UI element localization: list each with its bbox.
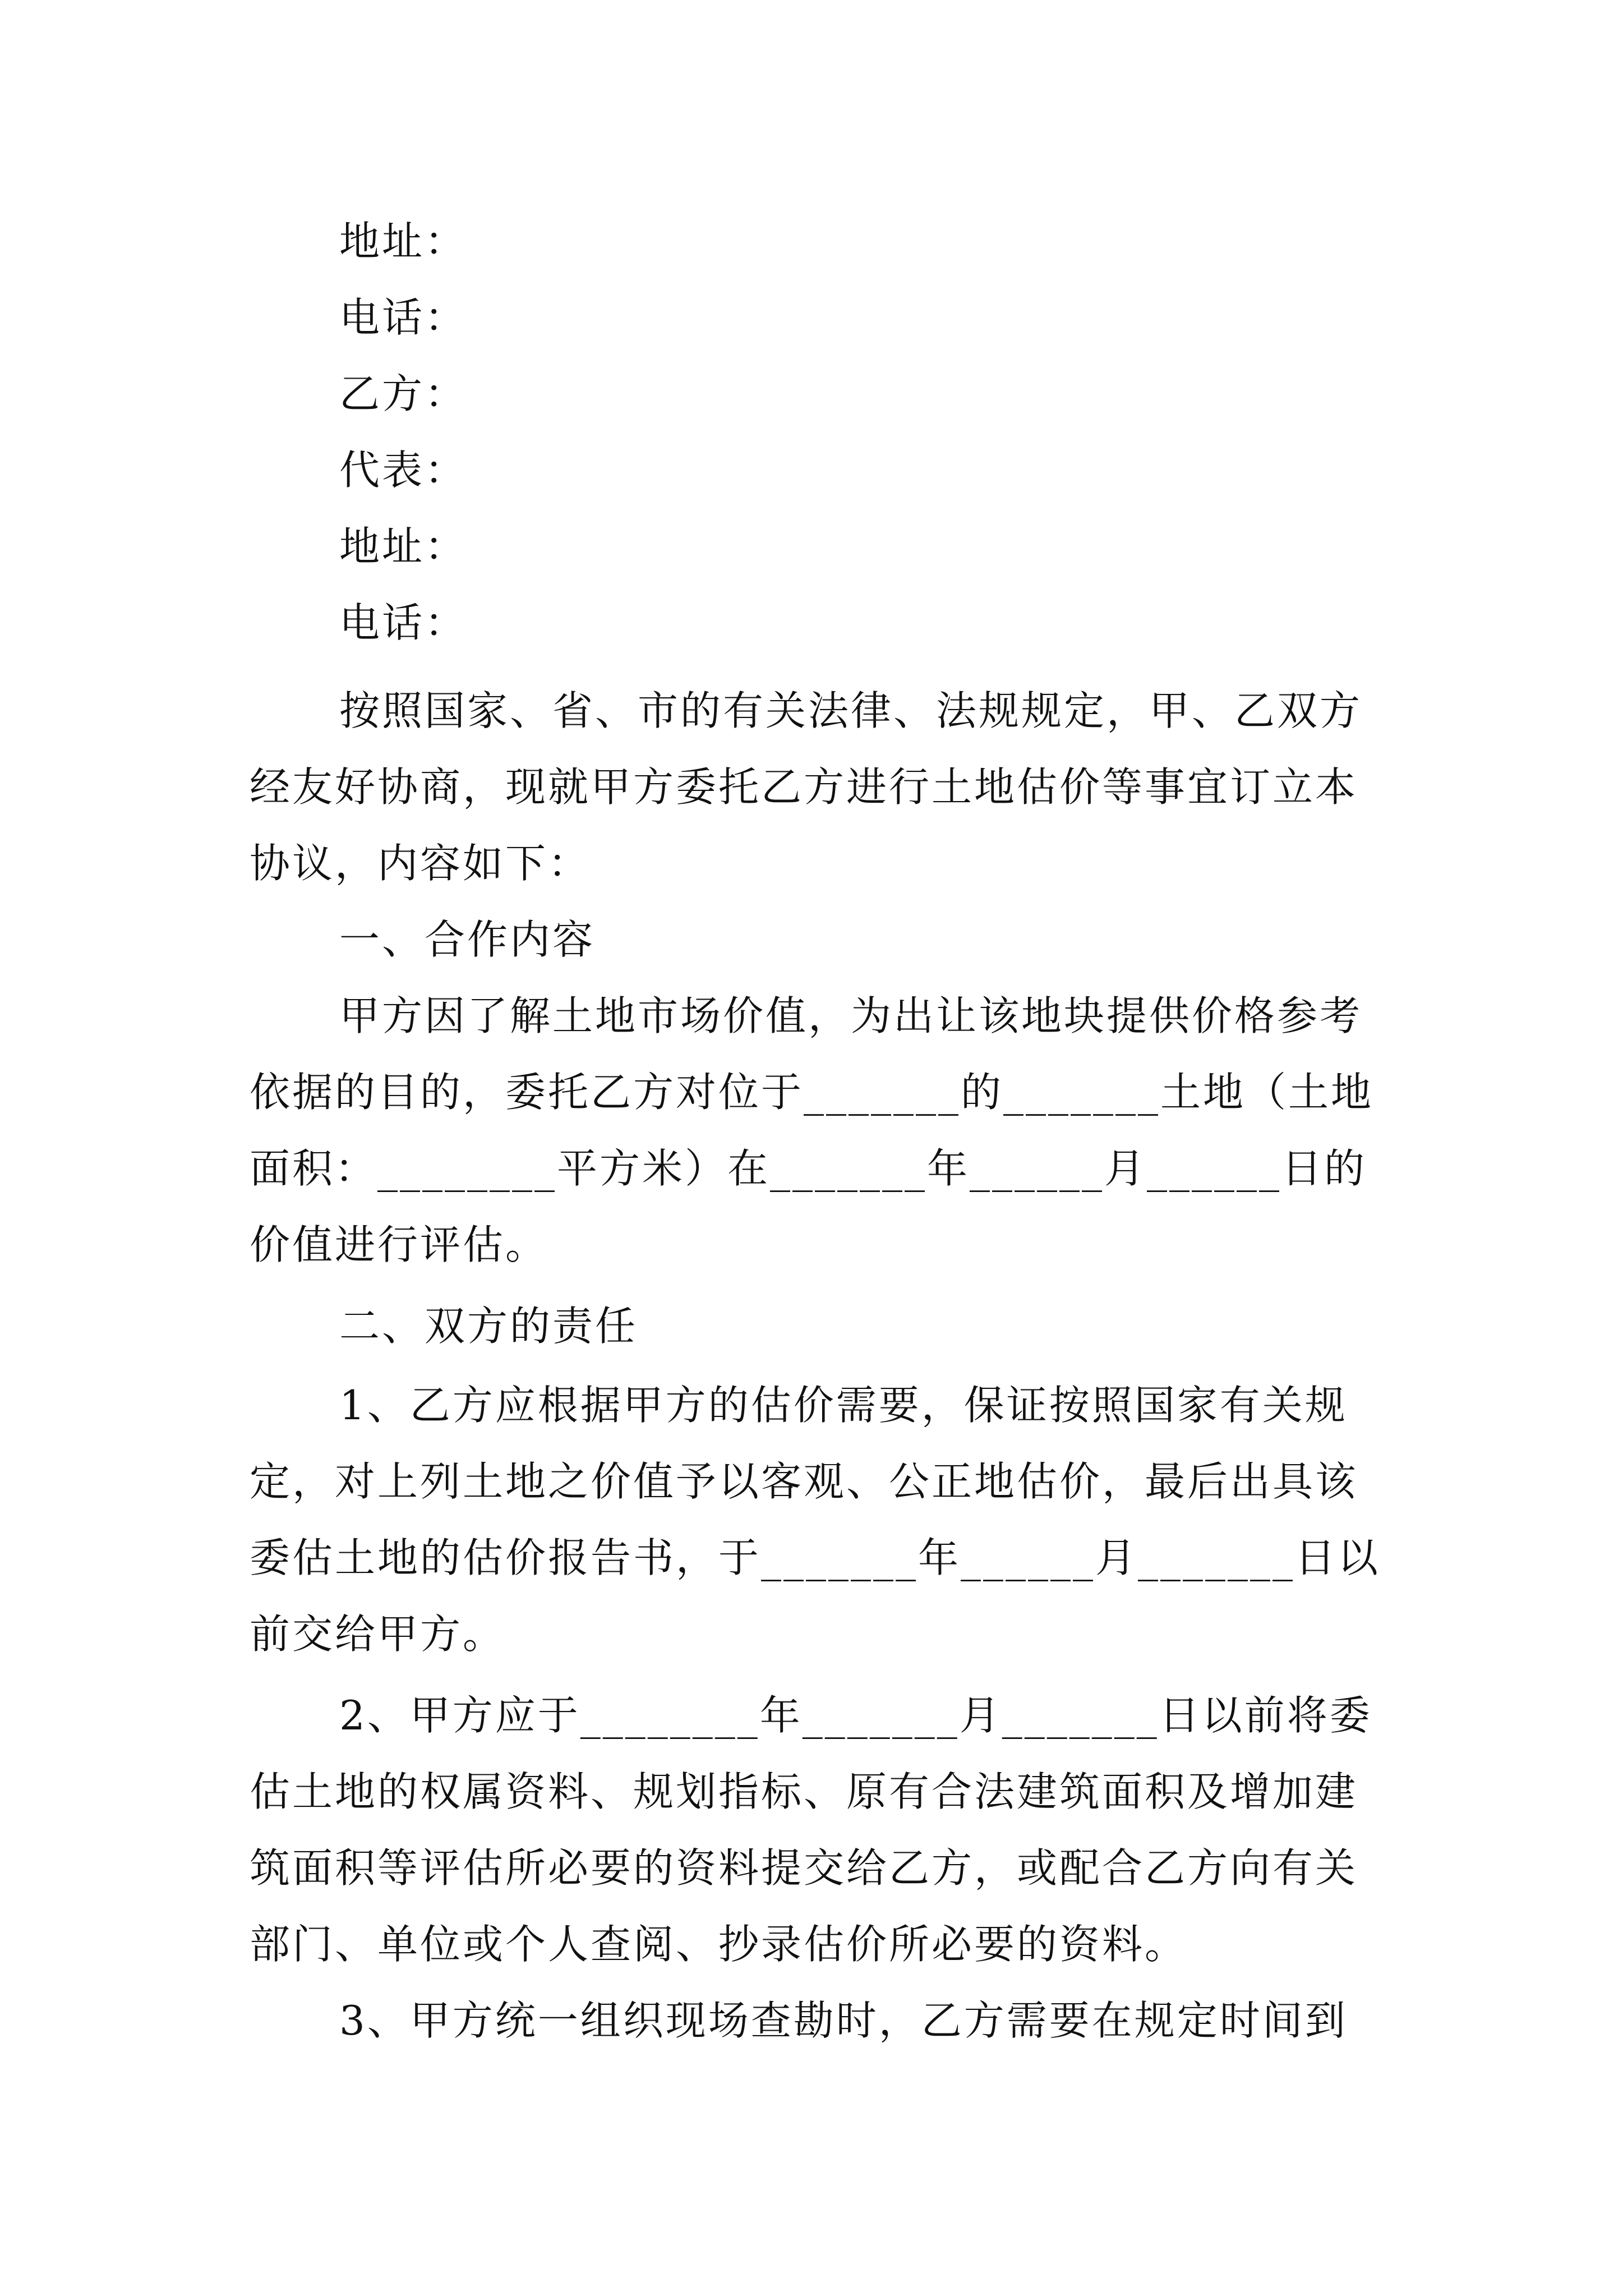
section-heading-cooperation: 一、合作内容 [339, 916, 596, 963]
clause-1-line: 委估土地的估价报告书，于_______年______月_______日以 [250, 1534, 1381, 1581]
party-a-phone-label: 电话： [339, 294, 468, 341]
cooperation-content-line: 价值进行评估。 [250, 1221, 548, 1268]
preamble-line: 按照国家、省、市的有关法律、法规规定，甲、乙双方 [339, 687, 1363, 734]
clause-2-line: 部门、单位或个人查阅、抄录估价所必要的资料。 [250, 1921, 1188, 1968]
clause-1-line: 前交给甲方。 [250, 1611, 506, 1658]
preamble-line: 协议，内容如下： [250, 840, 591, 887]
clause-3-line: 3、甲方统一组织现场查勘时，乙方需要在规定时间到 [339, 1997, 1348, 2044]
cooperation-content-line: 甲方因了解土地市场价值，为出让该地块提供价格参考 [339, 992, 1363, 1039]
clause-1-line: 1、乙方应根据甲方的估价需要，保证按照国家有关规 [339, 1382, 1348, 1429]
section-heading-responsibilities: 二、双方的责任 [339, 1303, 638, 1350]
clause-2-line: 2、甲方应于________年_______月_______日以前将委 [339, 1692, 1372, 1739]
preamble-line: 经友好协商，现就甲方委托乙方进行土地估价等事宜订立本 [250, 763, 1358, 811]
party-b-address-label: 地址： [339, 523, 468, 570]
party-b-representative-label: 代表： [339, 447, 468, 494]
cooperation-content-line: 面积：________平方米）在_______年______月______日的 [250, 1145, 1367, 1192]
clause-2-line: 估土地的权属资料、规划指标、原有合法建筑面积及增加建 [250, 1768, 1358, 1815]
clause-2-line: 筑面积等评估所必要的资料提交给乙方，或配合乙方向有关 [250, 1844, 1358, 1892]
party-b-phone-label: 电话： [339, 599, 468, 646]
party-b-label: 乙方： [339, 370, 468, 417]
clause-1-line: 定，对上列土地之价值予以客观、公正地估价，最后出具该 [250, 1458, 1358, 1505]
cooperation-content-line: 依据的目的，委托乙方对位于_______的_______土地（土地 [250, 1069, 1374, 1116]
party-a-address-label: 地址： [339, 218, 468, 265]
